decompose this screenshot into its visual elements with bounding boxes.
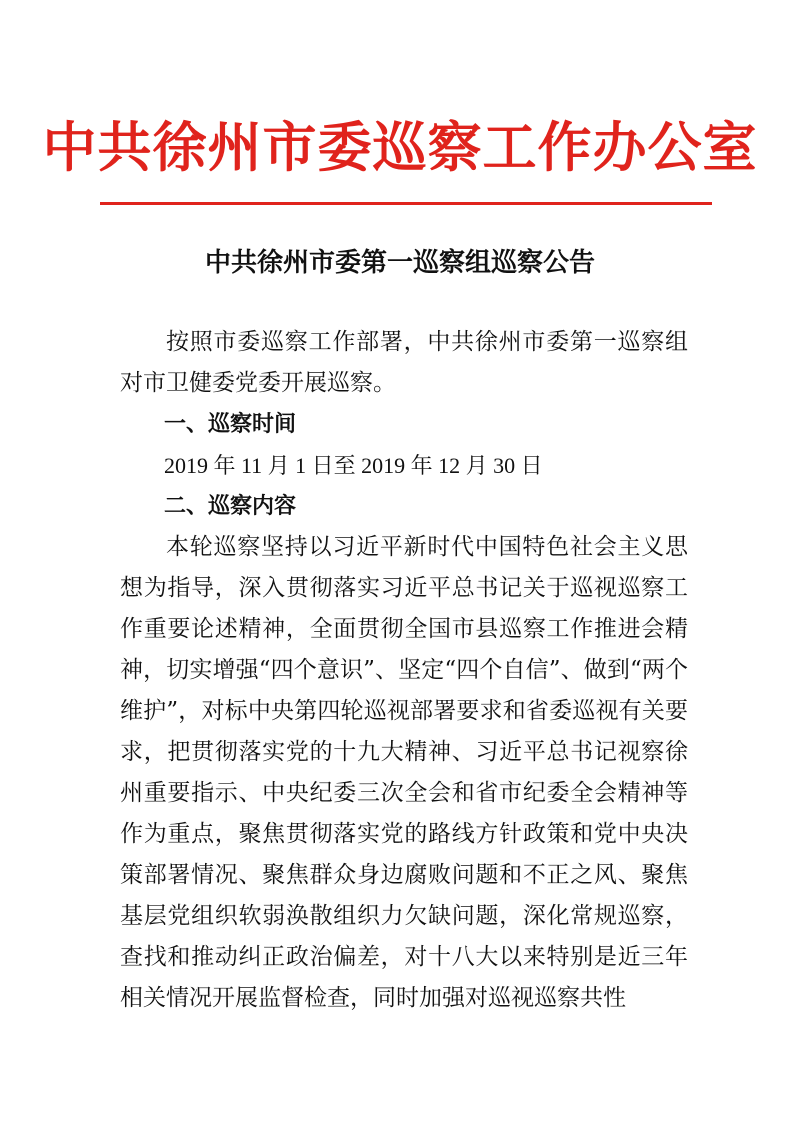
masthead-org-name: 中共徐州市委巡察工作办公室 [42, 115, 758, 179]
masthead-red-rule [100, 202, 712, 205]
inspection-content-paragraph: 本轮巡察坚持以习近平新时代中国特色社会主义思想为指导，深入贯彻落实习近平总书记关于巡视巡察工作重要论述精神，全面贯彻全国市县巡察工作推进会精神，切实增强“四个意识”、坚定“四个自信”、做到“两个维护”，对标中央第四轮巡视部署要求和省委巡视有关要求，把贯彻落实党的十九大精神、习近平总书记视察徐州重要指示、中央纪委三次全会和省市纪委全会精神等作为重点，聚焦贯彻落实党的路线方针政策和党中央决策部署情况、聚焦群众身边腐败问题和不正之风、聚焦基层党组织软弱涣散组织力欠缺问题，深化常规巡察，查找和推动纠正政治偏差，对十八大以来特别是近三年相关情况开展监督检查，同时加强对巡视巡察共性 [120, 534, 688, 1011]
document-body [120, 322, 688, 1019]
intro-paragraph: 按照市委巡察工作部署，中共徐州市委第一巡察组对市卫健委党委开展巡察。 [120, 329, 688, 396]
document-title: 中共徐州市委第一巡察组巡察公告 [204, 248, 595, 278]
section-1-heading: 一、巡察时间 [164, 412, 297, 437]
section-2-heading: 二、巡察内容 [164, 494, 297, 519]
inspection-period-text: 2019 年 11 月 1 日至 2019 年 12 月 30 日 [164, 453, 543, 478]
